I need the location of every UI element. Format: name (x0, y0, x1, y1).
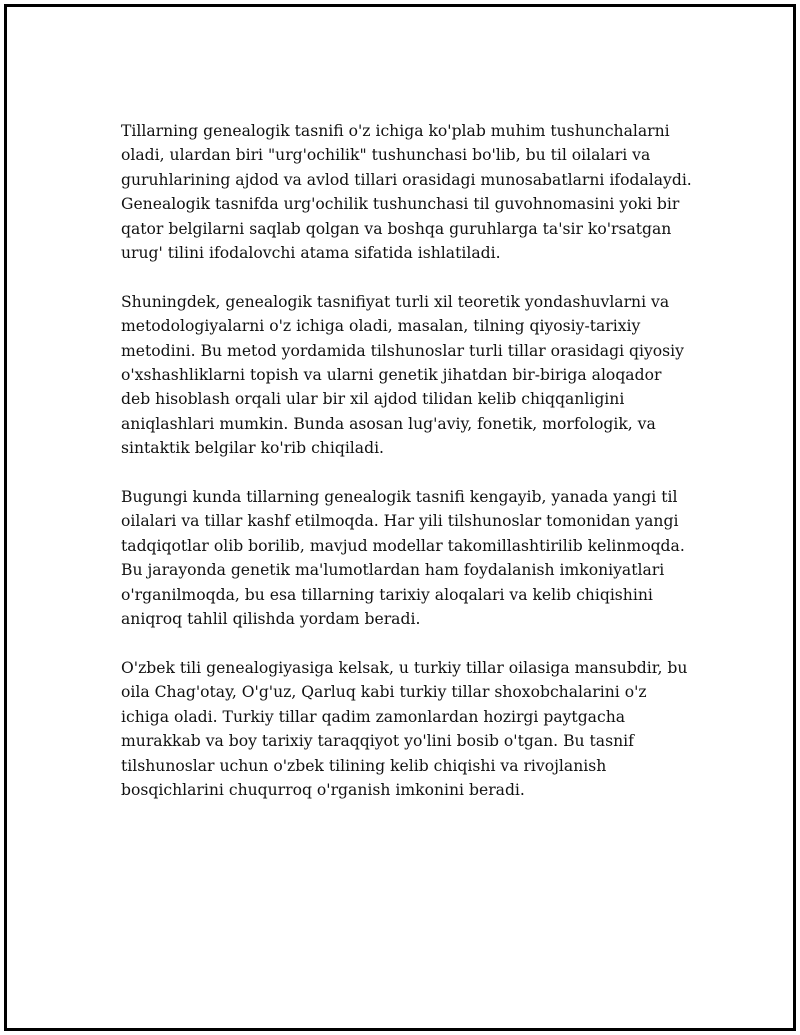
paragraph-1: Tillarning genealogik tasnifi o'z ichiga ko'plab muhim tushunchalarni oladi, ulardan biri "urg'ochilik" tushunchasi bo'lib, bu til oilalari va guruhlarining ajdod va avlod tillari orasidagi munosabatlarni ifodalaydi. Genealogik tasnifda urg'ochilik tushunchasi til guvohnomasini yoki bir qator belgilarni saqlab qolgan va boshqa guruhlarga ta'sir ko'rsatgan urug' tilini ifodalovchi atama sifatida ishlatiladi. (121, 122, 692, 263)
document-body (121, 119, 693, 827)
paragraph-3: Bugungi kunda tillarning genealogik tasnifi kengayib, yanada yangi til oilalari va tillar kashf etilmoqda. Har yili tilshunoslar tomonidan yangi tadqiqotlar olib borilib, mavjud modellar takomillashtirilib kelinmoqda. Bu jarayonda genetik ma'lumotlardan ham foydalanish imkoniyatlari o'rganilmoqda, bu esa tillarning tarixiy aloqalari va kelib chiqishini aniqroq tahlil qilishda yordam beradi. (121, 488, 685, 629)
page-frame (4, 4, 796, 1031)
paragraph-4: O'zbek tili genealogiyasiga kelsak, u turkiy tillar oilasiga mansubdir, bu oila Chag'otay, O'g'uz, Qarluq kabi turkiy tillar shoxobchalarini o'z ichiga oladi. Turkiy tillar qadim zamonlardan hozirgi paytgacha murakkab va boy tarixiy taraqqiyot yo'lini bosib o'tgan. Bu tasnif tilshunoslar uchun o'zbek tilining kelib chiqishi va rivojlanish bosqichlarini chuqurroq o'rganish imkonini beradi. (121, 658, 688, 799)
paragraph-2: Shuningdek, genealogik tasnifiyat turli xil teoretik yondashuvlarni va metodologiyalarni o'z ichiga oladi, masalan, tilning qiyosiy-tarixiy metodini. Bu metod yordamida tilshunoslar turli tillar orasidagi qiyosiy o'xshashliklarni topish va ularni genetik jihatdan bir-biriga aloqador deb hisoblash orqali ular bir xil ajdod tilidan kelib chiqqanligini aniqlashlari mumkin. Bunda asosan lug'aviy, fonetik, morfologik, va sintaktik belgilar ko'rib chiqiladi. (121, 292, 684, 458)
